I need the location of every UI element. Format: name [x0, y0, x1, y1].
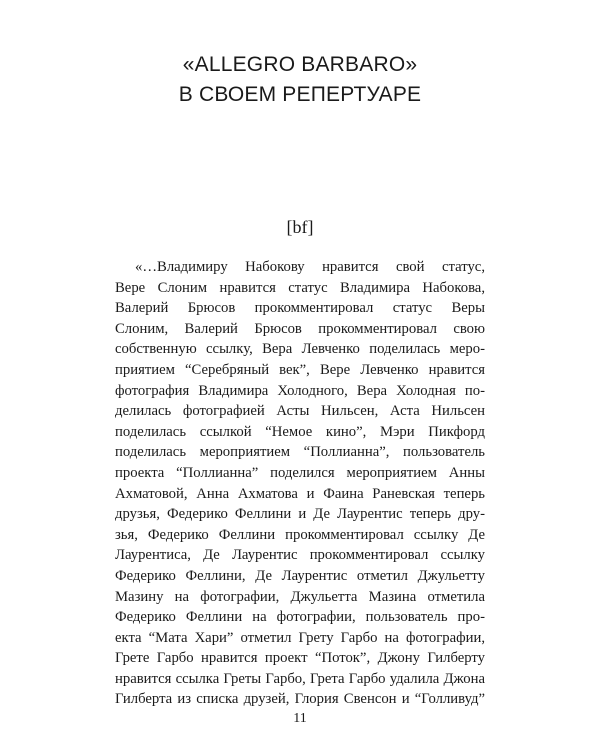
body-paragraph — [115, 257, 485, 710]
body-line: поделилась мероприятием “Поллианна”, пользователь — [115, 444, 485, 461]
body-line: Федерико Феллини на фотографии, пользователь про- — [115, 609, 485, 626]
body-line: Грете Гарбо нравится проект “Поток”, Джону Гилберту — [115, 650, 485, 667]
body-line: Гилберта из списка друзей, Глория Свенсон и “Голливуд” — [115, 691, 485, 708]
body-line: Валерий Брюсов прокомментировал статус Веры — [115, 300, 485, 317]
body-line: проекта “Поллианна” поделился мероприятием Анны — [115, 464, 485, 481]
body-line: Мазину на фотографии, Джульетта Мазина отметила — [115, 588, 485, 605]
body-line: Слоним, Валерий Брюсов прокомментировал свою — [115, 320, 485, 337]
chapter-title — [0, 50, 600, 110]
body-line: делилась фотографией Асты Нильсен, Аста Нильсен — [115, 403, 485, 420]
body-line: «…Владимиру Набокову нравится свой статус, — [135, 259, 485, 275]
page-number: 11 — [293, 711, 307, 726]
chapter-title-line-1: «ALLEGRO BARBARO» — [182, 53, 418, 76]
body-line: Ахматовой, Анна Ахматова и Фаина Раневская теперь — [115, 485, 485, 502]
body-line: поделилась ссылкой “Немое кино”, Мэри Пикфорд — [115, 423, 485, 440]
body-line: Федерико Феллини, Де Лаурентис отметил Джульетту — [115, 567, 485, 584]
body-line: фотография Владимира Холодного, Вера Холодная по- — [115, 382, 485, 399]
body-line: Вере Слоним нравится статус Владимира Набокова, — [115, 279, 485, 296]
body-line: нравится ссылка Греты Гарбо, Грета Гарбо удалила Джона — [115, 670, 485, 687]
author-mark: [bf] — [286, 217, 314, 237]
body-line: зья, Федерико Феллини прокомментировал ссылку Де — [115, 526, 485, 543]
body-line: друзья, Федерико Феллини и Де Лаурентис теперь дру- — [115, 506, 485, 523]
body-line: Лаурентиса, Де Лаурентис прокомментировал ссылку — [115, 547, 485, 564]
body-line: собственную ссылку, Вера Левченко поделилась меро- — [115, 341, 485, 358]
body-line: приятием “Серебряный век”, Вере Левченко нравится — [115, 361, 485, 378]
body-line: екта “Мата Хари” отметил Грету Гарбо на фотографии, — [115, 629, 485, 646]
chapter-title-line-2: В СВОЕМ РЕПЕРТУАРЕ — [178, 83, 422, 106]
